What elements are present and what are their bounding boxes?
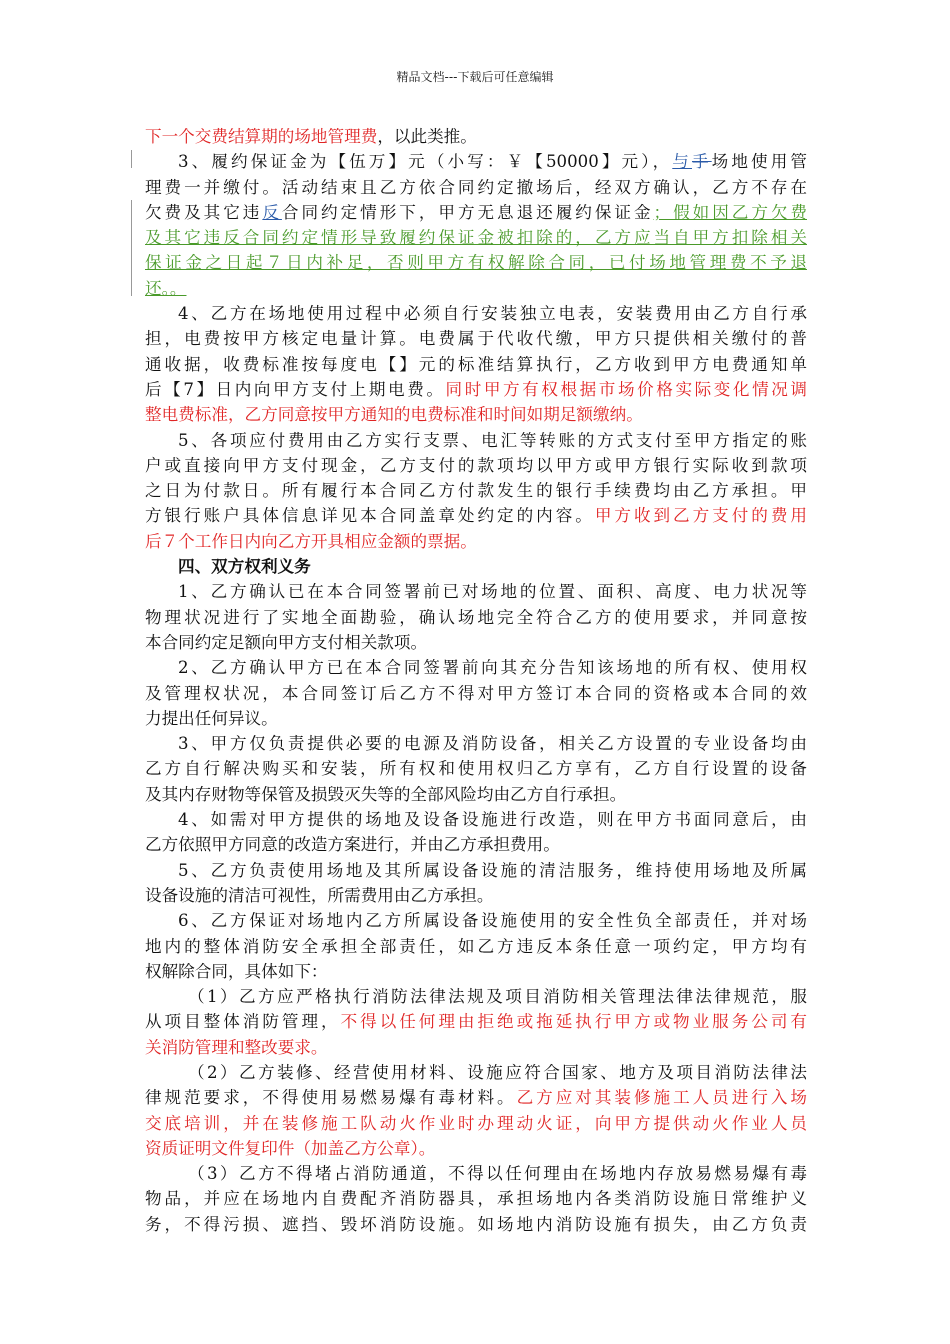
text-line: [145, 1212, 807, 1237]
text-run: 力提出任何异议。: [145, 708, 278, 728]
text-run: 资质证明文件复印件（加盖乙方公章）。: [145, 1138, 436, 1158]
text-line: [145, 250, 807, 275]
text-run: 合同约定情形下，甲方无息退还履约保证金: [281, 202, 654, 222]
text-run: 及其它违反合同约定情形导致履约保证金被扣除的，乙方应当自甲方扣除相关: [145, 228, 807, 248]
text-run: 乙方应对其装修施工人员进行入场: [516, 1088, 807, 1108]
text-line: [145, 1136, 807, 1161]
text-line: [145, 276, 807, 301]
text-line: [145, 377, 807, 402]
text-line: [145, 807, 807, 832]
page-header: 精品文档---下载后可任意编辑: [396, 70, 554, 84]
text-run: 同时甲方有权根据市场价格实际变化情况调: [445, 379, 807, 399]
text-line: [145, 681, 807, 706]
text-run: 保证金之日起７日内补足，否则甲方有权解除合同，已付场地管理费不予退: [145, 253, 807, 273]
text-run: 四、双方权利义务: [178, 556, 311, 577]
document-body: [145, 124, 807, 1237]
text-line: [145, 326, 807, 351]
text-line: [145, 149, 807, 174]
text-line: [145, 1035, 807, 1060]
text-line: [145, 959, 807, 984]
text-run: 手: [691, 152, 712, 172]
text-run: 3、履约保证金为【伍万】元（小写：￥【50000】元），: [178, 152, 673, 172]
text-run: 1、乙方确认已在本合同签署前已对场地的位置、面积、高度、电力状况等: [178, 582, 807, 602]
text-line: [145, 301, 807, 326]
text-run: 通收据，收费标准按每度电【】元的标准结算执行，乙方收到甲方电费通知单: [145, 354, 807, 374]
text-line: [145, 225, 807, 250]
text-line: [145, 428, 807, 453]
text-line: [145, 478, 807, 503]
text-run: 下一个交费结算期的场地管理费: [145, 127, 378, 146]
text-line: [145, 1186, 807, 1211]
text-run: 后７个工作日内向乙方开具相应金额的票据。: [145, 531, 477, 551]
text-run: （1）乙方应严格执行消防法律法规及项目消防相关管理法律法律规范，服: [188, 987, 807, 1007]
text-run: 2、乙方确认甲方已在本合同签署前向其充分告知该场地的所有权、使用权: [178, 658, 807, 678]
text-run: 3、甲方仅负责提供必要的电源及消防设备，相关乙方设置的专业设备均由: [178, 734, 807, 754]
text-run: 与: [672, 152, 692, 172]
text-line: [145, 731, 807, 756]
revision-bar: [131, 150, 132, 168]
text-run: 之日为付款日。所有履行本合同乙方付款发生的银行手续费均由乙方承担。甲: [145, 481, 807, 501]
text-run: 欠费及其它违: [145, 202, 263, 222]
text-run: （2）乙方装修、经营使用材料、设施应符合国家、地方及项目消防法律法: [188, 1062, 807, 1082]
text-run: 户或直接向甲方支付现金，乙方支付的款项均以甲方或甲方银行实际收到款项: [145, 455, 807, 475]
text-run: 物理状况进行了实地全面勘验，确认场地完全符合乙方的使用要求，并同意按: [145, 607, 807, 627]
text-line: [145, 908, 807, 933]
text-line: [145, 756, 807, 781]
text-line: [145, 832, 807, 857]
text-run: 4、乙方在场地使用过程中必须自行安装独立电表，安装费用由乙方自行承: [178, 304, 807, 324]
text-run: 4、如需对甲方提供的场地及设备设施进行改造，则在甲方书面同意后，由: [178, 810, 807, 830]
text-run: 本合同约定足额向甲方支付相关款项。: [145, 632, 428, 652]
text-run: 律规范要求，不得使用易燃易爆有毒材料。: [145, 1088, 517, 1108]
text-run: ；假如因乙方欠费: [653, 202, 807, 222]
text-line: [145, 984, 807, 1009]
text-run: 乙方自行解决购买和安装，所有权和使用权归乙方享有，乙方自行设置的设备: [145, 759, 807, 779]
text-run: ，以此类推。: [377, 127, 477, 146]
text-line: [145, 529, 807, 554]
text-run: （3）乙方不得堵占消防通道，不得以任何理由在场地内存放易燃易爆有毒: [188, 1164, 807, 1184]
text-run: 整电费标准，乙方同意按甲方通知的电费标准和时间如期足额缴纳。: [145, 405, 643, 425]
text-run: 理费一并缴付。活动结束且乙方依合同约定撤场后，经双方确认，乙方不存在: [145, 177, 807, 197]
text-run: 5、各项应付费用由乙方实行支票、电汇等转账的方式支付至甲方指定的账: [178, 430, 807, 450]
text-line: [145, 630, 807, 655]
text-run: 担，电费按甲方核定电量计算。电费属于代收代缴，甲方只提供相关缴付的普: [145, 329, 807, 349]
text-line: [145, 1009, 807, 1034]
text-run: 关消防管理和整改要求。: [145, 1037, 328, 1057]
text-line: [145, 402, 807, 427]
text-run: 从项目整体消防管理，: [145, 1012, 341, 1032]
text-run: 地内的整体消防安全承担全部责任，如乙方违反本条任意一项约定，甲方均有: [145, 936, 807, 956]
text-run: 及管理权状况，本合同签订后乙方不得对甲方签订本合同的资格或本合同的效: [145, 683, 807, 703]
text-line: [145, 858, 807, 883]
text-line: [145, 934, 807, 959]
text-run: 乙方依照甲方同意的改造方案进行，并由乙方承担费用。: [145, 835, 560, 855]
text-line: [145, 554, 807, 579]
text-line: [145, 655, 807, 680]
text-line: [145, 1060, 807, 1085]
text-run: 还。。: [145, 278, 187, 298]
text-line: [145, 175, 807, 200]
text-run: 交底培训，并在装修施工队动火作业时办理动火证，向甲方提供动火作业人员: [145, 1113, 807, 1133]
text-line: [145, 352, 807, 377]
text-line: [145, 453, 807, 478]
text-run: 场地使用管: [711, 152, 807, 172]
text-run: 权解除合同，具体如下：: [145, 961, 328, 981]
text-line: [145, 1161, 807, 1186]
text-line: [145, 883, 807, 908]
text-run: 6、乙方保证对场地内乙方所属设备设施使用的安全性负全部责任，并对场: [178, 911, 807, 931]
text-run: 后【7】日内向甲方支付上期电费。: [145, 379, 446, 399]
text-line: [145, 605, 807, 630]
text-line: [145, 706, 807, 731]
text-run: 5、乙方负责使用场地及其所属设备设施的清洁服务，维持使用场地及所属: [178, 860, 807, 880]
text-run: 物品，并应在场地内自费配齐消防器具，承担场地内各类消防设施日常维护义: [145, 1189, 807, 1209]
text-run: 反: [262, 202, 282, 222]
text-run: 不得以任何理由拒绝或拖延执行甲方或物业服务公司有: [340, 1012, 807, 1032]
revision-bar: [131, 200, 132, 296]
text-line: [145, 200, 807, 225]
text-run: 方银行账户具体信息详见本合同盖章处约定的内容。: [145, 506, 595, 526]
text-line: [145, 579, 807, 604]
text-run: 甲方收到乙方支付的费用: [594, 506, 807, 526]
text-line: [145, 1111, 807, 1136]
text-line: [145, 124, 807, 149]
text-run: 及其内存财物等保管及损毁灭失等的全部风险均由乙方自行承担。: [145, 784, 627, 804]
text-run: 务，不得污损、遮挡、毁坏消防设施。如场地内消防设施有损失，由乙方负责: [145, 1214, 807, 1234]
text-line: [145, 503, 807, 528]
text-line: [145, 1085, 807, 1110]
text-run: 设备设施的清洁可视性，所需费用由乙方承担。: [145, 885, 494, 905]
text-line: [145, 782, 807, 807]
